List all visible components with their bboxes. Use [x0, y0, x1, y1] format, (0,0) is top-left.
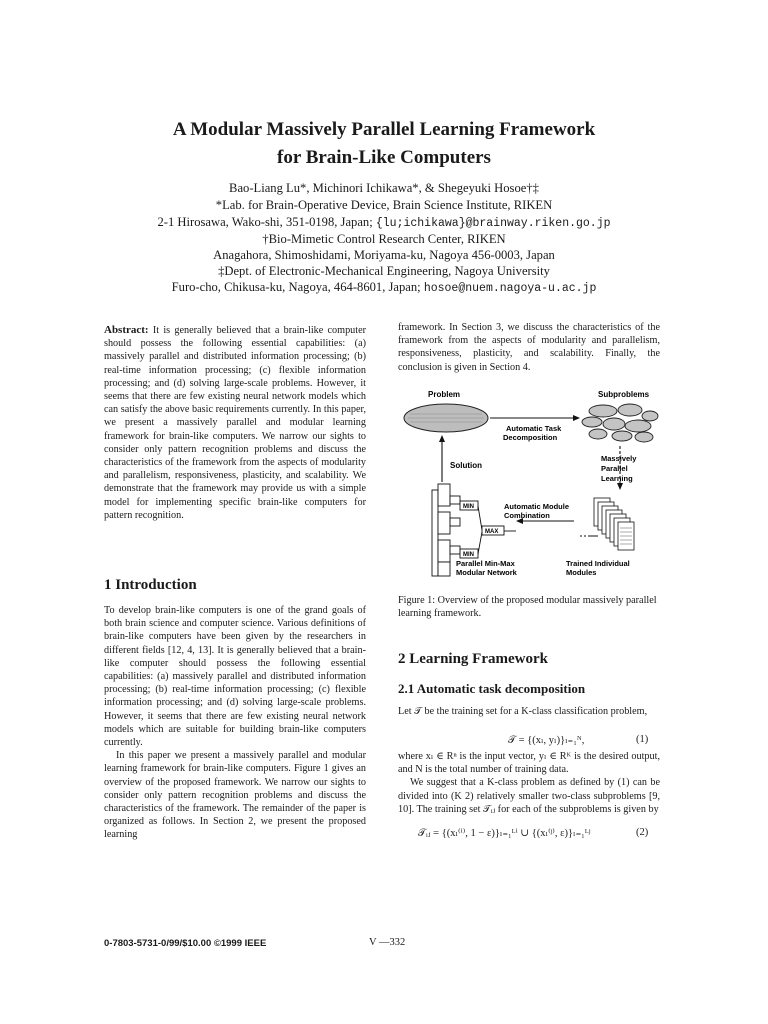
section-2-1-heading: 2.1 Automatic task decomposition [398, 681, 586, 696]
affiliation-2 [0, 214, 768, 232]
affiliation-4: Anagahora, Shimoshidami, Moriyama-ku, Nagoya 456-0003, Japan [213, 248, 555, 262]
abstract-label: Abstract: [104, 324, 149, 336]
label-min-1: MIN [463, 504, 474, 510]
affiliation-6 [0, 279, 768, 297]
equation-1-number: (1) [636, 734, 649, 745]
figure-1 [398, 386, 660, 586]
abstract [104, 324, 366, 522]
label-parallel: Parallel [601, 464, 628, 473]
affiliation-3: †Bio-Mimetic Control Research Center, RIKEN [262, 232, 506, 246]
paragraph-input-vector: where xₗ ∈ Rⁿ is the input vector, yₗ ∈ Rᴷ is the desired output, and N is the total number of training data. [398, 751, 660, 776]
affiliation-2-text: 2-1 Hirosawa, Wako-shi, 351-0198, Japan; [157, 215, 376, 229]
label-auto-task-2: Decomposition [503, 433, 558, 442]
paragraph-subproblems: We suggest that a K-class problem as defined by (1) can be divided into (K 2) relatively smaller two-class subproblems [9, 10]. The training set 𝒯ᵢⱼ for each of the subproblems is given by [398, 777, 660, 815]
label-auto-mod-1: Automatic Module [504, 502, 569, 511]
label-pmm-2: Modular Network [456, 568, 517, 577]
section-1-heading: 1 Introduction [104, 577, 197, 593]
label-min-2: MIN [463, 552, 474, 558]
affiliation-2-email: {lu;ichikawa}@brainway.riken.go.jp [375, 217, 611, 230]
label-trained-1: Trained Individual [566, 559, 630, 568]
section-2-1-body [398, 750, 660, 816]
affiliation-5: ‡Dept. of Electronic-Mechanical Engineering, Nagoya University [218, 264, 550, 278]
intro-body [104, 604, 366, 842]
page-number: V —332 [369, 937, 406, 948]
label-max: MAX [485, 529, 499, 535]
label-auto-mod-2: Combination [504, 511, 550, 520]
equation-2-number: (2) [636, 827, 649, 838]
paper-title-line1: A Modular Massively Parallel Learning Framework [172, 119, 596, 140]
affiliation-6-email: hosoe@nuem.nagoya-u.ac.jp [423, 282, 597, 295]
label-learning: Learning [601, 474, 633, 483]
figure-1-caption: Figure 1: Overview of the proposed modular massively parallel learning framework. [398, 595, 657, 620]
label-pmm-1: Parallel Min-Max [456, 559, 515, 568]
paper-title-line2: for Brain-Like Computers [277, 147, 491, 168]
affiliation-1: *Lab. for Brain-Operative Device, Brain Science Institute, RIKEN [215, 198, 553, 212]
copyright-footer: 0-7803-5731-0/99/$10.00 ©1999 IEEE [104, 938, 267, 949]
label-subproblems: Subproblems [598, 390, 650, 399]
label-auto-task-1: Automatic Task [506, 424, 562, 433]
affiliation-6-text: Furo-cho, Chikusa-ku, Nagoya, 464-8601, Japan; [171, 280, 424, 294]
label-massively: Massively [601, 454, 637, 463]
trained-modules-stack [594, 498, 634, 550]
label-solution: Solution [450, 461, 482, 470]
label-problem: Problem [428, 390, 461, 399]
label-trained-2: Modules [566, 568, 597, 577]
equation-1: 𝒯 = {(xₗ, yₗ)}ₗ₌₁ᴺ, [508, 735, 585, 746]
section-continuation: framework. In Section 3, we discuss the characteristics of the framework from the aspects of modularity and parallelism, responsiveness, plasticity, and scalability. Finally, the conclusion is given in Section 4. [398, 322, 660, 373]
section-2-1-intro: Let 𝒯 be the training set for a K-class classification problem, [398, 706, 648, 717]
equation-2: 𝒯ᵢⱼ = {(xₗ⁽ⁱ⁾, 1 − ε)}ₗ₌₁ᴸⁱ ∪ {(xₗ⁽ʲ⁾, ε)}ₗ₌₁ᴸʲ [418, 828, 591, 839]
section-2-heading: 2 Learning Framework [398, 651, 548, 667]
subproblem-ellipses [582, 404, 658, 442]
abstract-text: It is generally believed that a brain-like computer should possess the following essential capabilities: (a) massively parallel and distributed information processing; (b) real-time information processing; (c) flexible information processing; and (d) solving large-scale problems. However, it seems that there are few existing neural network models which can satisfy the above basic requirements currently. In this paper, we present a massively parallel and modular learning framework for brain-like computers. We narrow our sights to consider only pattern recognition problems and discuss the characteristics of the framework from the aspects of modularity and parallelism, responsiveness, plasticity, and scalability. We demonstrate that the framework may provide us with a simple model for implementing specific brain-like computers for pattern recognition. [104, 325, 366, 521]
figure-1-diagram [398, 386, 660, 586]
intro-paragraph-2: In this paper we present a massively parallel and modular learning framework for brain-like computers. Figure 1 gives an overview of the proposed framework. We narrow our sights to consider only pattern recognition problems and discuss the characteristics of the framework. The remainder of the paper is organized as follows. In Section 2, we present the proposed learning [104, 750, 366, 841]
authors: Bao-Liang Lu*, Michinori Ichikawa*, & Shegeyuki Hosoe†‡ [229, 181, 539, 195]
intro-paragraph-1: To develop brain-like computers is one of the grand goals of both brain science and computer science. Various definitions of brain-like computers have been given by the researchers in different fields [12, 4, 13]. It is generally believed that a brain-like computer should possess the following essential capabilities: (a) massively parallel and distributed information processing; (b) real-time information processing; (c) flexible information processing; and (d) solving large-scale problems. However, it seems that there are few existing neural network models which are suitable for building brain-like computers currently. [104, 605, 366, 749]
